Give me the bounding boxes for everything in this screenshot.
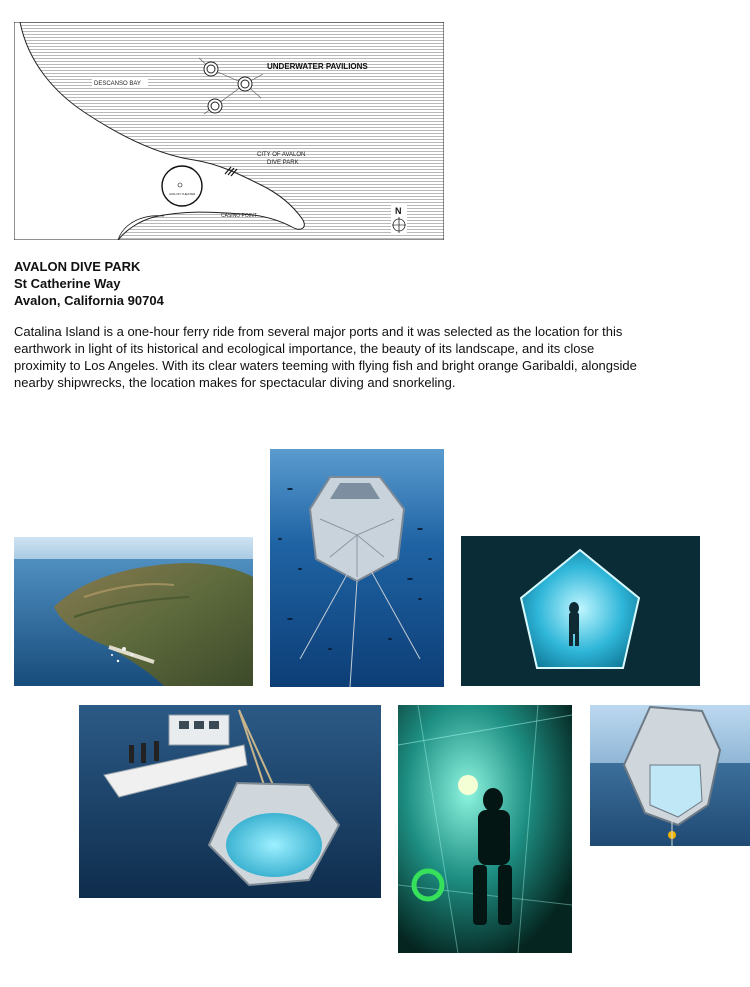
street-address: St Catherine Way [14, 276, 121, 291]
north-arrow-icon [391, 204, 407, 234]
label-casino-point: CASINO POINT [221, 213, 257, 219]
photo-suspended-pavilion [590, 705, 750, 846]
photo-boat-lowering [79, 705, 381, 898]
site-description: Catalina Island is a one-hour ferry ride from several major ports and it was selected as the location for this earthwork in light of its historical and ecological importance, the beauty of its landscape, and its close proximity to Los Angeles. With its clear waters teeming with flying fish and bright orange Garibaldi, alongside nearby shipwrecks, the location makes for spectacular diving and snorkeling. [14, 324, 637, 390]
site-name: AVALON DIVE PARK [14, 259, 141, 274]
label-descanso-bay: DESCANSO BAY [94, 81, 141, 87]
label-city-of-avalon: CITY OF AVALON [257, 152, 306, 158]
photo-diver-pentagon [461, 536, 700, 686]
photo-aerial-island [14, 537, 253, 686]
pavilion-2 [238, 77, 252, 91]
address-block [14, 258, 164, 309]
svg-text:N: N [395, 206, 402, 216]
city-address: Avalon, California 90704 [14, 293, 164, 308]
pavilion-1 [204, 62, 218, 76]
label-avalon-theater: AVALON THEATER [169, 192, 196, 196]
pavilion-3 [208, 99, 222, 113]
photo-pavilion-fish [270, 449, 444, 687]
label-dive-park: DIVE PARK [267, 160, 299, 166]
label-underwater-pavilions: UNDERWATER PAVILIONS [267, 62, 368, 71]
photo-diver-inside [398, 705, 572, 953]
site-map [14, 22, 444, 240]
